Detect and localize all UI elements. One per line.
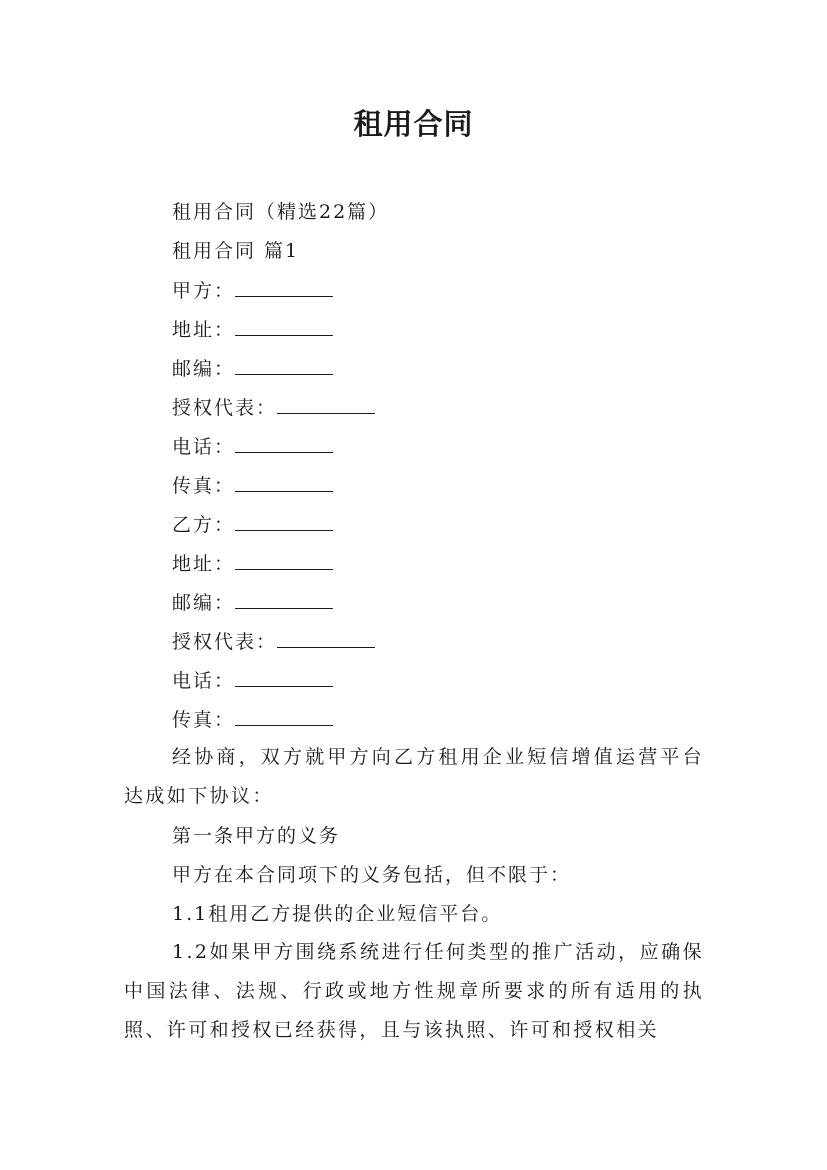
party-a-phone-blank [235,434,333,453]
party-a-name-label: 甲方： [172,280,236,302]
party-a-address-blank [235,317,333,336]
party-b-phone-field [172,668,333,693]
party-b-phone-blank [235,668,333,687]
article-1-lead: 甲方在本合同项下的义务包括，但不限于： [172,864,572,886]
party-a-rep-label: 授权代表： [172,397,278,419]
article-1-title: 第一条甲方的义务 [172,825,341,847]
party-a-name-field [172,278,333,303]
party-b-rep-blank [277,629,375,648]
document-subtitle: 租用合同（精选22篇） [172,201,390,223]
party-b-fax-blank [235,707,333,726]
party-a-postcode-label: 邮编： [172,358,236,380]
party-a-fax-blank [235,473,333,492]
party-a-fax-label: 传真： [172,475,236,497]
party-b-phone-label: 电话： [172,670,236,692]
party-b-address-label: 地址： [172,553,236,575]
party-a-address-label: 地址： [172,319,236,341]
party-a-name-blank [235,278,333,297]
party-b-rep-label: 授权代表： [172,631,278,653]
party-b-rep-field [172,629,375,654]
party-b-name-field [172,512,333,537]
party-a-phone-label: 电话： [172,436,236,458]
party-b-name-blank [235,512,333,531]
party-a-phone-field [172,434,333,459]
chapter-heading: 租用合同 篇1 [172,240,300,262]
party-b-postcode-blank [235,590,333,609]
party-a-rep-blank [277,395,375,414]
clause-1-2: 1.2如果甲方围绕系统进行任何类型的推广活动，应确保中国法律、法规、行政或地方性规章所要求的所有适用的执照、许可和授权已经获得，且与该执照、许可和授权相关 [124,941,704,1041]
party-b-name-label: 乙方： [172,514,236,536]
party-b-postcode-label: 邮编： [172,592,236,614]
clause-1-1: 1.1租用乙方提供的企业短信平台。 [172,903,503,925]
party-b-fax-field [172,707,333,732]
party-b-fax-label: 传真： [172,709,236,731]
party-a-fax-field [172,473,333,498]
party-a-postcode-blank [235,356,333,375]
intro-paragraph: 经协商，双方就甲方向乙方租用企业短信增值运营平台达成如下协议： [124,746,704,807]
party-a-address-field [172,317,333,342]
party-a-postcode-field [172,356,333,381]
party-b-address-field [172,551,333,576]
party-b-postcode-field [172,590,333,615]
party-a-rep-field [172,395,375,420]
document-title: 租用合同 [353,107,474,141]
party-b-address-blank [235,551,333,570]
